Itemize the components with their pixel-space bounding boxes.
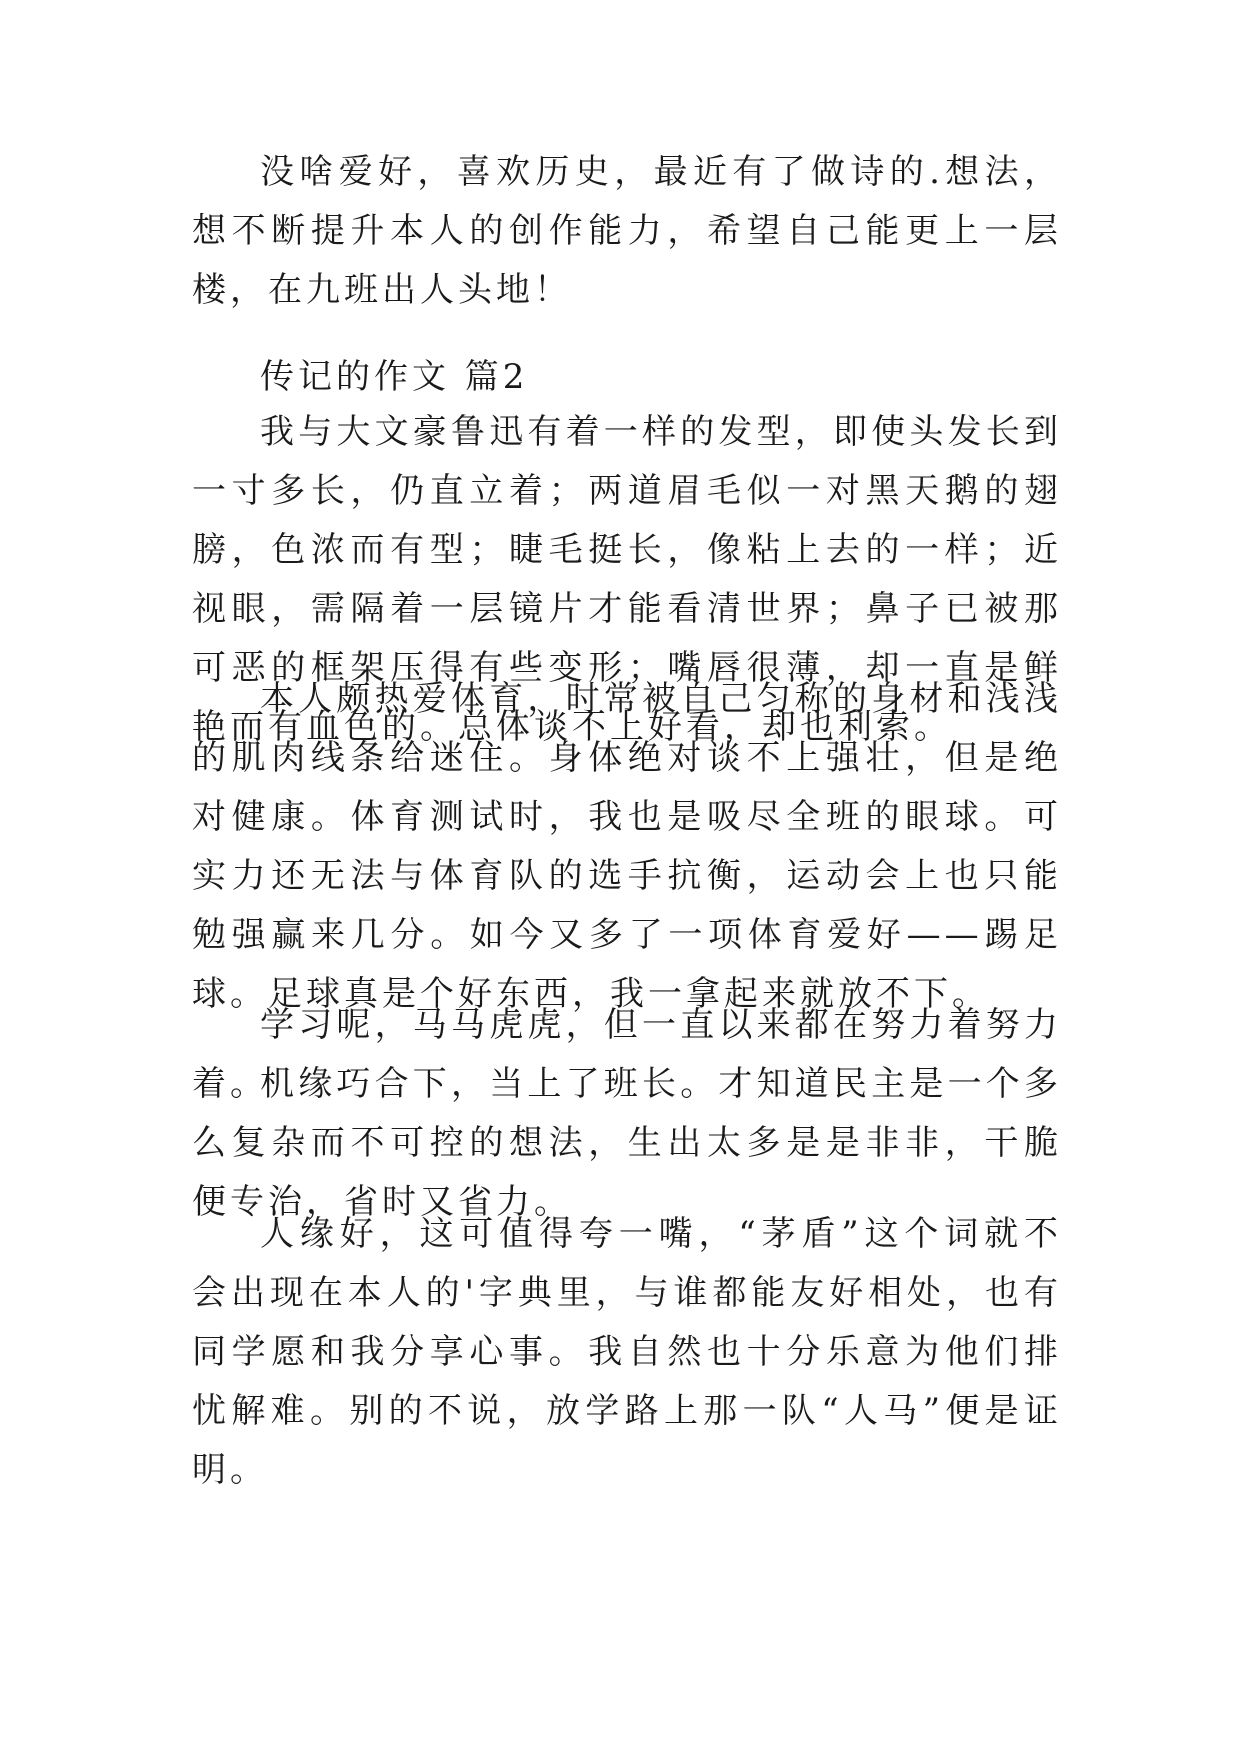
intro-paragraph: 没啥爱好，喜欢历史，最近有了做诗的.想法，想不断提升本人的创作能力，希望自己能更上一层楼，在九班出人头地！ [192, 152, 1062, 310]
paragraph-sports: 本人颇热爱体育，时常被自己匀称的身材和浅浅的肌肉线条给迷住。身体绝对谈不上强壮，但是绝对健康。体育测试时，我也是吸尽全班的眼球。可实力还无法与体育队的选手抗衡，运动会上也只能勉强赢来几分。如今又多了一项体育爱好——踢足球。足球真是个好东西，我一拿起来就放不下。 [192, 679, 1062, 1014]
paragraph-friends: 人缘好，这可值得夸一嘴，“茅盾”这个词就不会出现在本人的'字典里，与谁都能友好相处，也有同学愿和我分享心事。我自然也十分乐意为他们排忧解难。别的不说，放学路上那一队“人马”便是证明。 [192, 1214, 1062, 1490]
paragraph-study: 学习呢，马马虎虎，但一直以来都在努力着努力着。 [192, 1005, 1062, 1104]
paragraph-appearance: 我与大文豪鲁迅有着一样的发型，即使头发长到一寸多长，仍直立着；两道眉毛似一对黑天鹅的翅膀，色浓而有型；睫毛挺长，像粘上去的一样；近视眼，需隔着一层镜片才能看清世界；鼻子已被那可恶的框架压得有些变形；嘴唇很薄，却一直是鲜艳而有血色的。总体谈不上好看，却也利索。 [192, 412, 1062, 747]
paragraph-monitor: 机缘巧合下，当上了班长。才知道民主是一个多么复杂而不可控的想法，生出太多是是非非，干脆便专治，省时又省力。 [192, 1064, 1062, 1222]
section-title: 传记的作文 篇2 [260, 357, 529, 397]
